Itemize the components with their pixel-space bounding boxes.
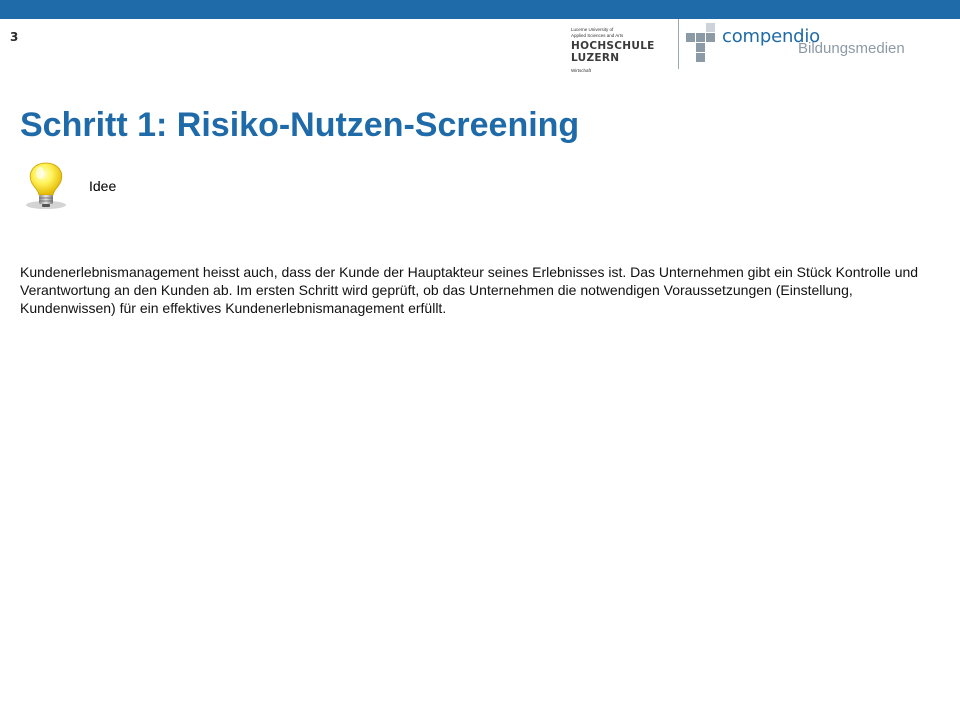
- hslu-logo-name-2: LUZERN: [571, 52, 620, 64]
- page-number: 3: [10, 30, 19, 44]
- top-bar: [0, 0, 960, 19]
- logo-divider: [678, 19, 679, 69]
- compendio-name: compendio: [722, 26, 820, 47]
- hslu-logo-name-1: HOCHSCHULE: [571, 40, 655, 52]
- idea-label: Idee: [89, 178, 117, 194]
- compendio-mark-icon: [686, 19, 720, 67]
- compendio-tagline: Bildungsmedien: [798, 40, 905, 57]
- hslu-logo: [563, 19, 673, 79]
- lightbulb-icon: [22, 160, 70, 212]
- hslu-logo-subline-1: Lucerne University of: [571, 27, 614, 32]
- compendio-logo: [686, 19, 960, 71]
- slide-title: Schritt 1: Risiko-Nutzen-Screening: [20, 106, 580, 144]
- body-text: Kundenerlebnismanagement heisst auch, dass der Kunde der Hauptakteur seines Erlebnisses ist. Das Unternehmen gibt ein Stück Kontrolle und Verantwortung an den Kunden ab. Im ersten Schritt wird geprüft, ob das Unternehmen die notwendigen Voraussetzungen (Einstellung, Kundenwissen) für ein effektives Kundenerlebnismanagement erfüllt.: [20, 264, 919, 316]
- hslu-logo-faculty: Wirtschaft: [571, 68, 592, 73]
- hslu-logo-subline-2: Applied Sciences and Arts: [571, 32, 624, 38]
